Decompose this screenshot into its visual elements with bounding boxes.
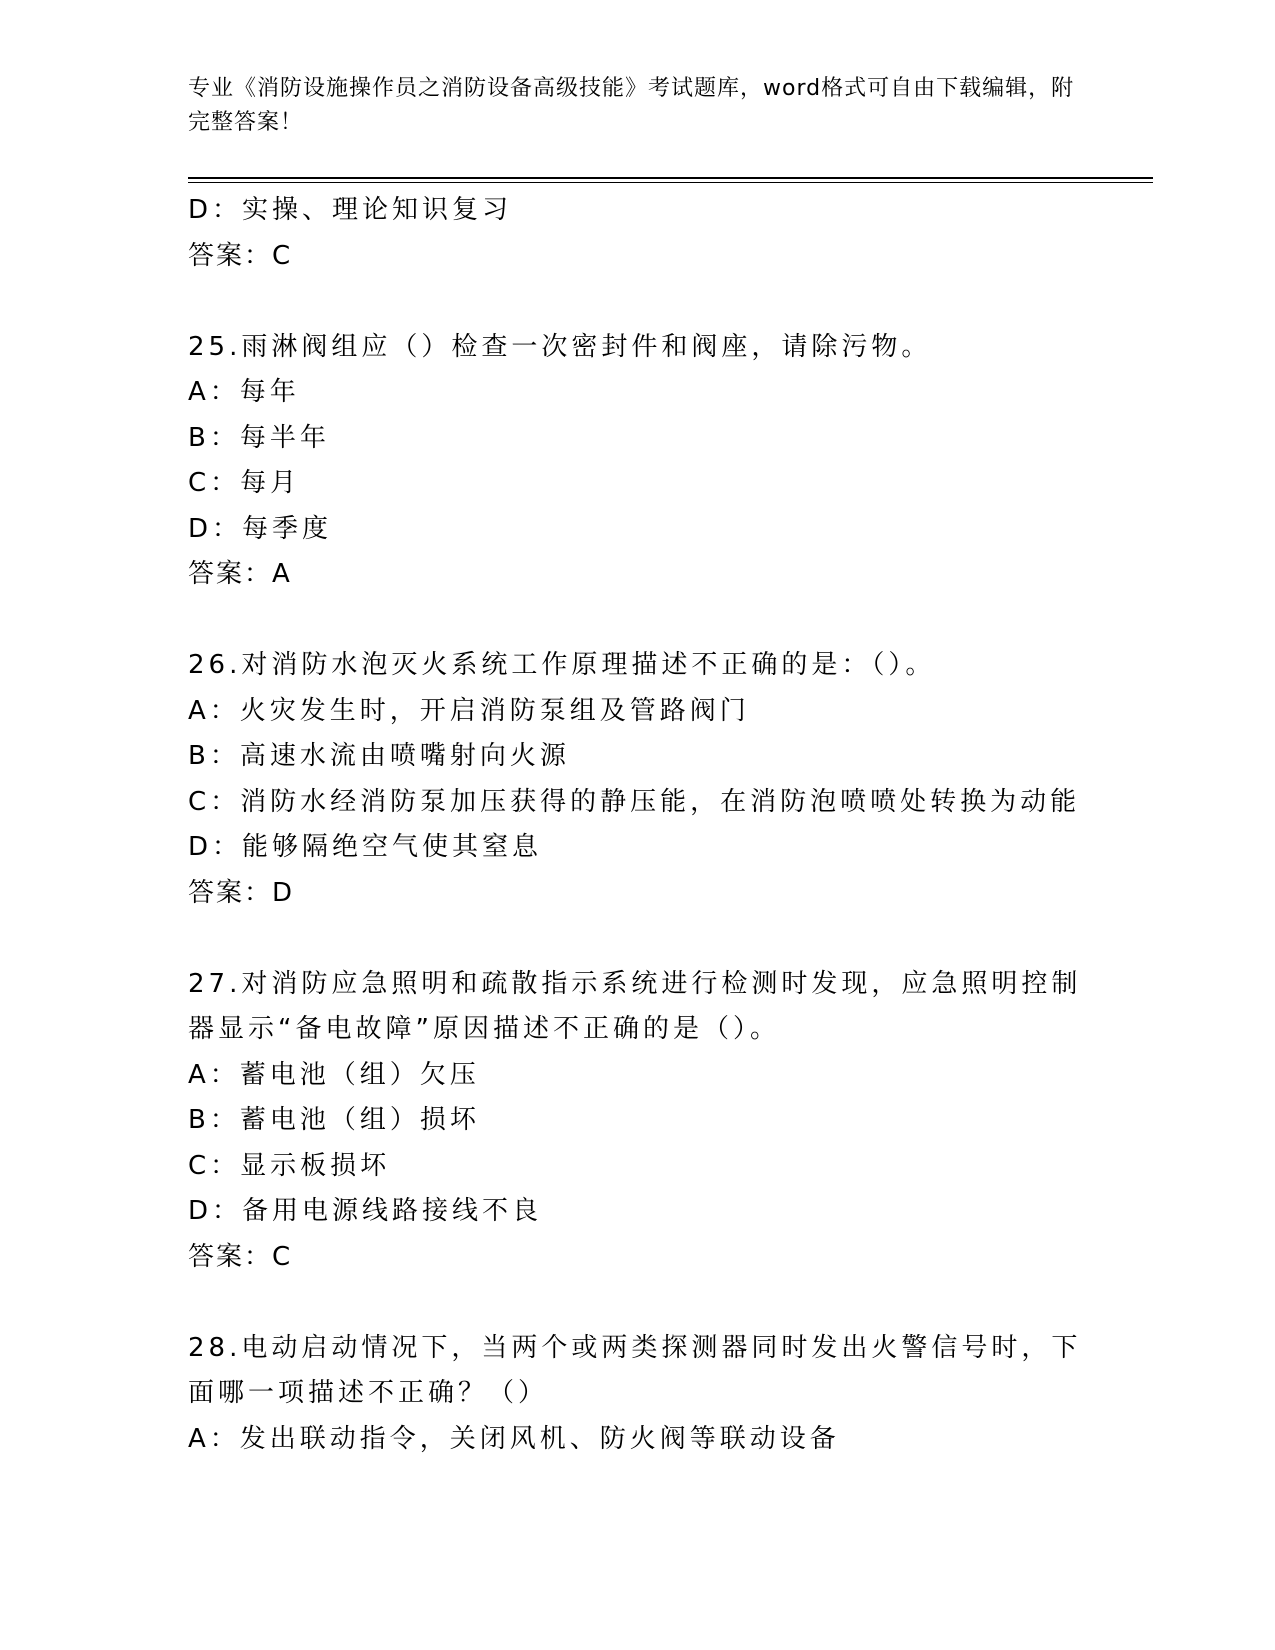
option-line: D：每季度 (188, 513, 333, 544)
block-spacer (188, 279, 1088, 325)
option-line: D：能够隔绝空气使其窒息 (188, 832, 543, 862)
question-stem: 26.对消防水泡灭火系统工作原理描述不正确的是：（）。 (188, 650, 936, 680)
block-spacer (188, 916, 1088, 962)
question-stem: 27.对消防应急照明和疏散指示系统进行检测时发现，应急照明控制器显示“备电故障”原因描述不正确的是（）。 (188, 968, 1082, 1044)
header-divider-thin (188, 182, 1153, 183)
question-stem: 25.雨淋阀组应（）检查一次密封件和阀座，请除污物。 (188, 331, 932, 362)
option-line: A：发出联动指令，关闭风机、防火阀等联动设备 (188, 1423, 840, 1454)
answer-line: 答案：C (188, 1241, 293, 1272)
block-spacer (188, 1280, 1088, 1326)
question-stem: 28.电动启动情况下，当两个或两类探测器同时发出火警信号时，下面哪一项描述不正确？（） (188, 1332, 1082, 1408)
option-line: A：火灾发生时，开启消防泵组及管路阀门 (188, 695, 750, 726)
answer-line: 答案：A (188, 559, 292, 589)
answer-line: 答案：C (188, 240, 293, 271)
option-line: C：消防水经消防泵加压获得的静压能，在消防泡喷喷处转换为动能 (188, 786, 1081, 817)
block-spacer (188, 598, 1088, 644)
option-line: B：每半年 (188, 422, 330, 453)
page-header: 专业《消防设施操作员之消防设备高级技能》考试题库，word格式可自由下载编辑，附完整答案！ (188, 76, 1075, 135)
option-line: B：蓄电池（组）损坏 (188, 1105, 480, 1135)
answer-line: 答案：D (188, 877, 295, 908)
option-line: D：备用电源线路接线不良 (188, 1196, 543, 1226)
option-line: B：高速水流由喷嘴射向火源 (188, 741, 570, 771)
option-line: A：每年 (188, 377, 300, 407)
option-line: C：显示板损坏 (188, 1150, 391, 1181)
option-line: C：每月 (188, 468, 301, 498)
option-line: D：实操、理论知识复习 (188, 195, 513, 225)
header-divider-thick (188, 177, 1153, 179)
option-line: A：蓄电池（组）欠压 (188, 1059, 480, 1090)
question-list (188, 188, 1088, 1462)
